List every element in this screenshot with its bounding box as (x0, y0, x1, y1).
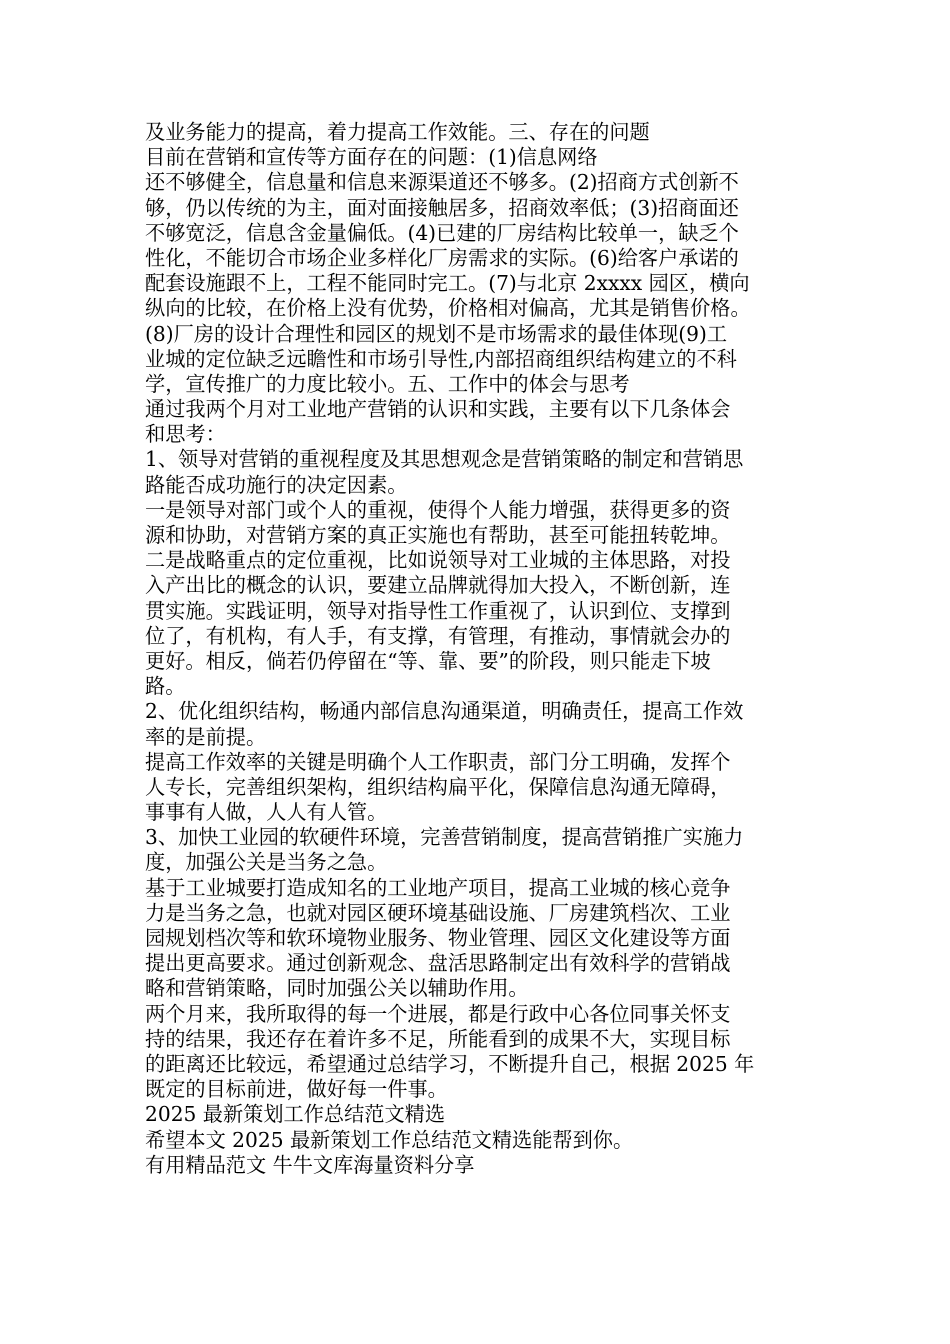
text-line: 源和协助，对营销方案的真正实施也有帮助，甚至可能扭转乾坤。 (145, 523, 731, 547)
text-line: 1、领导对营销的重视程度及其思想观念是营销策略的制定和营销思 (145, 447, 744, 472)
text-line: 入产出比的概念的认识，要建立品牌就得加大投入，不断创新，连 (145, 573, 731, 598)
text-line: 路。 (145, 674, 186, 699)
text-line: 还不够健全，信息量和信息来源渠道还不够多。(2)招商方式创新不 (145, 170, 739, 195)
text-line: 园规划档次等和软环境物业服务、物业管理、园区文化建设等方面 (145, 926, 731, 950)
text-line: 提出更高要求。通过创新观念、盘活思路制定出有效科学的营销战 (145, 951, 731, 976)
text-line: 配套设施跟不上，工程不能同时完工。(7)与北京 2xxxx 园区，横向 (145, 271, 750, 296)
text-line: 提高工作效率的关键是明确个人工作职责，部门分工明确，发挥个 (145, 749, 731, 774)
text-line: 略和营销策略，同时加强公关以辅助作用。 (145, 976, 529, 1001)
text-line: 性化，不能切合市场企业多样化厂房需求的实际。(6)给客户承诺的 (145, 245, 739, 270)
footer-line: 有用精品范文 牛牛文库海量资料分享 (145, 1152, 475, 1177)
text-line: 人专长，完善组织架构，组织结构扁平化，保障信息沟通无障碍， (145, 774, 731, 799)
text-line: 基于工业城要打造成知名的工业地产项目，提高工业城的核心竞争 (145, 875, 731, 900)
text-line: 的距离还比较远，希望通过总结学习，不断提升自己，根据 2025 年 (145, 1051, 755, 1076)
text-line: 更好。相反，倘若仍停留在“等、靠、要”的阶段，则只能走下坡 (145, 648, 711, 673)
text-line: 和思考： (145, 422, 226, 447)
document-body (145, 120, 815, 1178)
text-line: 既定的目标前进，做好每一件事。 (145, 1077, 448, 1102)
text-line: 一是领导对部门或个人的重视，使得个人能力增强，获得更多的资 (145, 497, 731, 522)
text-line: 2025 最新策划工作总结范文精选 (145, 1102, 446, 1127)
text-line: 持的结果，我还存在着许多不足，所能看到的成果不大，实现目标 (145, 1026, 731, 1051)
text-line: 学，宣传推广的力度比较小。五、工作中的体会与思考 (145, 371, 630, 396)
text-line: 事事有人做，人人有人管。 (145, 800, 388, 825)
text-line: 率的是前提。 (145, 724, 267, 749)
text-line: 希望本文 2025 最新策划工作总结范文精选能帮到你。 (145, 1127, 634, 1152)
text-line: 3、加快工业园的软硬件环境，完善营销制度，提高营销推广实施力 (145, 825, 744, 850)
text-line: (8)厂房的设计合理性和园区的规划不是市场需求的最佳体现(9)工 (145, 321, 728, 346)
text-line: 目前在营销和宣传等方面存在的问题：(1)信息网络 (145, 145, 598, 170)
text-line: 位了，有机构，有人手，有支撑，有管理，有推动，事情就会办的 (145, 623, 731, 648)
text-line: 业城的定位缺乏远瞻性和市场引导性,内部招商组织结构建立的不科 (145, 346, 737, 371)
text-line: 度，加强公关是当务之急。 (145, 850, 388, 875)
text-line: 贯实施。实践证明，领导对指导性工作重视了，认识到位、支撑到 (145, 598, 731, 623)
text-line: 通过我两个月对工业地产营销的认识和实践，主要有以下几条体会 (145, 397, 731, 422)
text-line: 力是当务之急，也就对园区硬环境基础设施、厂房建筑档次、工业 (145, 900, 731, 925)
text-line: 二是战略重点的定位重视，比如说领导对工业城的主体思路，对投 (145, 548, 731, 573)
text-line: 不够宽泛，信息含金量偏低。(4)已建的厂房结构比较单一，缺乏个 (145, 220, 739, 245)
text-line: 两个月来，我所取得的每一个进展，都是行政中心各位同事关怀支 (145, 1001, 731, 1026)
text-line: 2、优化组织结构，畅通内部信息沟通渠道，明确责任，提高工作效 (145, 699, 744, 724)
text-line: 够，仍以传统的为主，面对面接触居多，招商效率低；(3)招商面还 (145, 195, 739, 220)
text-line: 路能否成功施行的决定因素。 (145, 472, 408, 497)
text-line: 及业务能力的提高，着力提高工作效能。三、存在的问题 (145, 120, 650, 144)
text-line: 纵向的比较，在价格上没有优势，价格相对偏高，尤其是销售价格。 (145, 296, 751, 321)
